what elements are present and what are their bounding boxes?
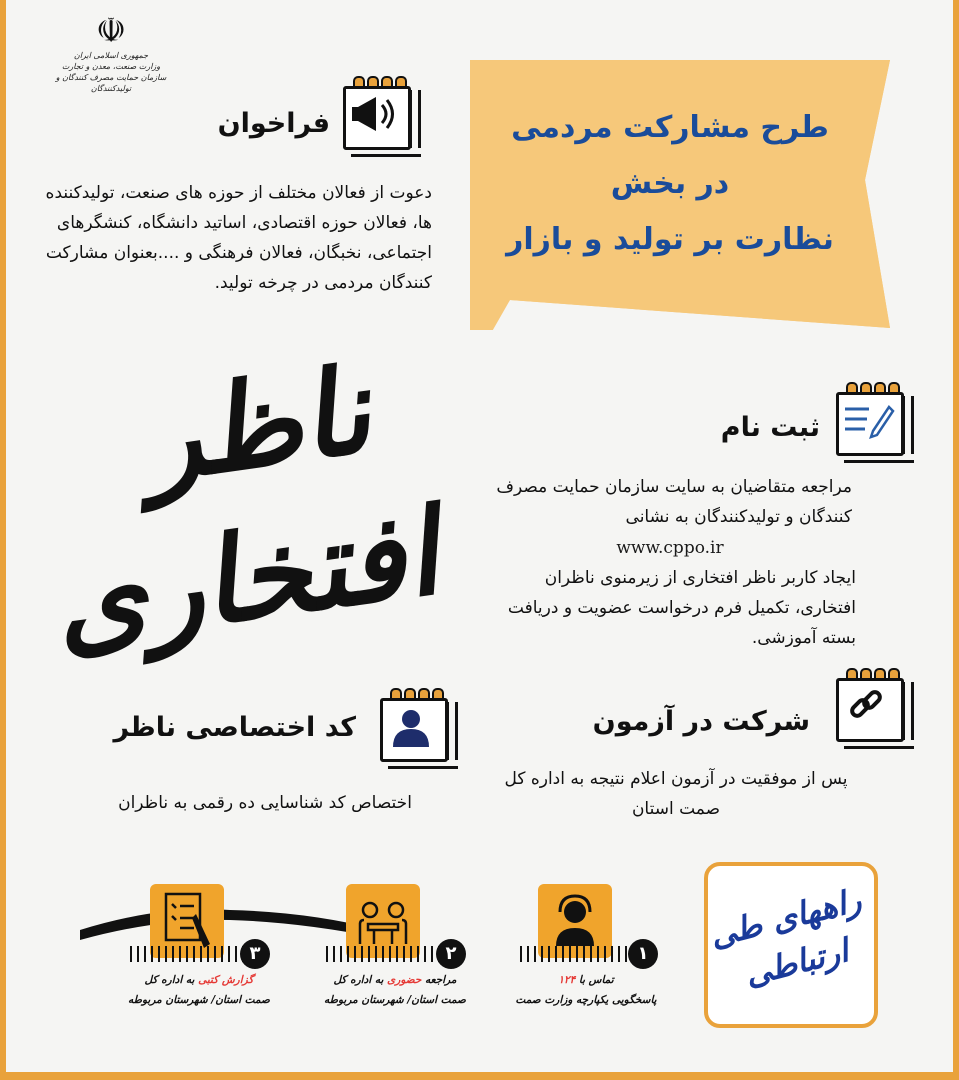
step-1-line-2: پاسخگویی یکپارچه وزارت صمت	[515, 994, 657, 1006]
form-edit-icon	[836, 382, 920, 464]
emblem-line-3: سازمان حمایت مصرف کنندگان و تولیدکنندگان	[55, 73, 167, 93]
banner-line-1: طرح مشارکت مردمی	[511, 110, 829, 145]
register-url[interactable]: www.cppo.ir	[616, 538, 724, 558]
step-3-caption	[104, 970, 294, 1010]
step-1-pre: تماس با	[575, 974, 614, 986]
banner-title	[490, 100, 850, 268]
step-1-ruler	[520, 946, 638, 962]
step-3-line-2: صمت استان/ شهرستان مربوطه	[128, 994, 270, 1006]
step-2-post: به اداره کل	[333, 974, 388, 986]
emblem-line-1: جمهوری اسلامی ایران	[73, 51, 149, 60]
callout-text: دعوت از فعالان مختلف از حوزه های صنعت، تولیدکننده ها، فعالان حوزه اقتصادی، اساتید دانشگاه، کنشگرهای اجتماعی، نخبگان، فعالان فرهنگی و ....بعنوان مشارکت کنندگان مردمی در چرخه تولید.	[45, 183, 432, 293]
banner-line-3: نظارت بر تولید و بازار	[506, 222, 834, 257]
exam-title: شرکت در آزمون	[592, 706, 810, 737]
calligraphy-text: ناظر افتخاری	[58, 336, 451, 674]
register-text-2: ایجاد کاربر ناظر افتخاری از زیرمنوی ناظران افتخاری، تکمیل فرم درخواست عضویت و دریافت بسته آموزشی.	[507, 568, 856, 648]
emblem-mark-icon: ☫	[95, 11, 127, 51]
step-1-caption	[496, 970, 676, 1010]
step-3-post: به اداره کل	[144, 974, 199, 986]
megaphone-icon	[343, 76, 427, 158]
step-2-line-2: صمت استان/ شهرستان مربوطه	[324, 994, 466, 1006]
step-3-ruler	[130, 946, 248, 962]
step-2-number: ۲	[436, 939, 466, 969]
contact-methods-box	[704, 862, 878, 1028]
link-icon	[836, 668, 920, 750]
step-1-number: ۱	[628, 939, 658, 969]
step-1-highlight: ۱۲۴	[558, 974, 576, 986]
banner-line-2: در بخش	[610, 166, 730, 201]
calligraphy-title	[40, 336, 480, 674]
callout-title: فراخوان	[217, 108, 330, 139]
guide-word-1: راههای	[767, 880, 865, 940]
guide-line-2: ارتباطی	[741, 931, 852, 994]
exam-text: پس از موفقیت در آزمون اعلام نتیجه به اداره کل صمت استان	[504, 769, 848, 819]
person-icon	[380, 688, 464, 770]
step-2-ruler	[326, 946, 444, 962]
emblem-line-2: وزارت صنعت، معدن و تجارت	[61, 62, 161, 71]
step-3-highlight: گزارش کتبی	[198, 974, 254, 986]
register-text-1: مراجعه متقاضیان به سایت سازمان حمایت مصرف کنندگان و تولیدکنندگان به نشانی	[496, 477, 852, 527]
step-2-pre: مراجعه	[421, 974, 457, 986]
calligraphy-sweep	[80, 900, 380, 940]
code-title: کد اختصاصی ناظر	[113, 712, 356, 743]
step-3-number: ۳	[240, 939, 270, 969]
step-2-highlight: حضوری	[387, 974, 422, 986]
code-text: اختصاص کد شناسایی ده رقمی به ناظران	[118, 793, 412, 813]
government-emblem	[36, 12, 186, 112]
step-2-caption	[300, 970, 490, 1010]
register-title: ثبت نام	[720, 412, 820, 443]
guide-word-extra: طی	[706, 905, 766, 955]
